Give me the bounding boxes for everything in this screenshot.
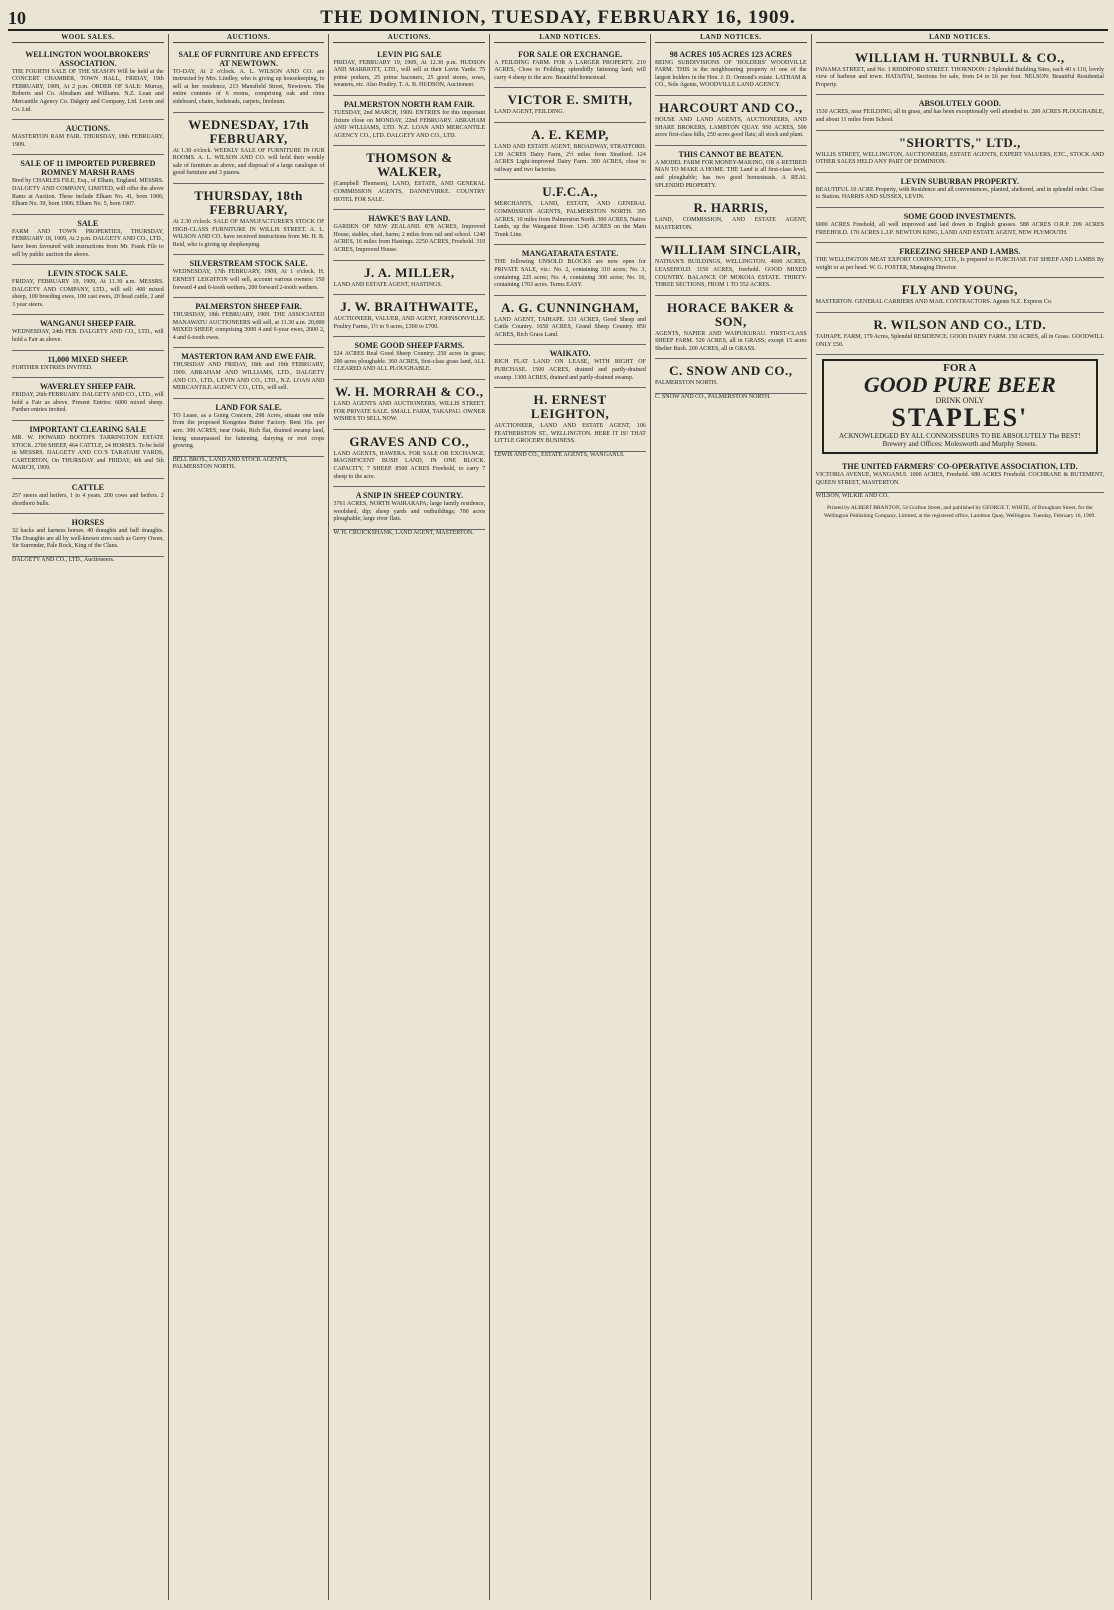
ad-body: AGENTS, NAPIER AND WAIPUKURAU. FIRST-CLASS SHEEP FARM. 520 ACRES, all in GRASS; except 15 acres Shelter Bush. 200 ACRES, all in GRASS.: [654, 330, 807, 352]
advertisement: [494, 123, 646, 180]
advertisement: [816, 243, 1104, 278]
ad-body: WEDNESDAY, 24th FEB. DALGETY AND CO., LTD., will hold a Fair as above.: [12, 329, 164, 344]
column-signature: C. SNOW AND CO., PALMERSTON NORTH.: [654, 394, 771, 401]
advertisement: [333, 295, 485, 337]
advertisement: [816, 458, 1104, 493]
advertisement: [816, 173, 1104, 208]
advertisement: [655, 96, 807, 146]
advertisement: [173, 113, 325, 184]
advertisement: [494, 296, 646, 346]
advertisement: [12, 479, 164, 514]
beer-ad-line: DRINK ONLY: [935, 395, 985, 405]
beer-ad-line: GOOD PURE BEER: [863, 371, 1056, 397]
ad-title: FREEZING SHEEP AND LAMBS.: [899, 247, 1021, 257]
column-signature: WILSON, WILKIE AND CO.: [815, 493, 889, 500]
ad-body: MASTERTON RAM FAIR. THURSDAY, 18th FEBRUARY, 1909.: [12, 134, 164, 148]
ad-title: GRAVES AND CO.,: [349, 433, 470, 449]
column-heading: WOOL SALES.: [12, 34, 164, 43]
ad-body: 32 hacks and harness horses. 40 draughts and half draughts. The Draughts are all by well-known sires such as Gerry Owen, Sir Surrender, Pale Rock, King of the Clans.: [12, 528, 164, 550]
advertisement: [816, 46, 1104, 96]
column-heading: AUCTIONS.: [173, 34, 325, 43]
ad-title: U.F.C.A.,: [542, 184, 598, 200]
advertisement: [173, 184, 325, 255]
imprint-footer: Printed by ALBERT BRANTON, 54 Grafton Street, and published by GEORGE T. WHITE, of Brougham Street, for the Wellington Publishing Company, Limited, at the registered office, Lambton Quay, Wellington. Tuesday, February 16, 1909.: [824, 505, 1096, 519]
column-3: [329, 34, 490, 1600]
ad-title: HARCOURT AND CO.,: [659, 99, 803, 115]
ad-body: NATHAN'S BUILDINGS, WELLINGTON. 4600 ACRES, LEASEHOLD. 1150 ACRES, freehold. GOOD MIXED COUNTRY. BALANCE OF MOKOIA ESTATE. THIRTY-THREE SECTIONS, FROM 1 TO 552 ACRES.: [654, 259, 807, 289]
ad-title: WANGANUI SHEEP FAIR.: [39, 319, 136, 329]
advertisement: [333, 146, 485, 210]
column-signature: BELL BROS., LAND AND STOCK AGENTS, PALMERSTON NORTH.: [172, 456, 288, 471]
advertisement: [655, 296, 807, 360]
column-1: [8, 34, 169, 1600]
ad-body: PALMERSTON NORTH.: [654, 380, 718, 387]
ad-body: WILLIS STREET, WELLINGTON, AUCTIONEERS, ESTATE AGENTS, EXPERT VALUERS, ETC., STOCK AND OTHER SALES HELD ANY PART OF DOMINION.: [815, 151, 1104, 166]
ad-title: 98 ACRES 105 ACRES 123 ACRES: [669, 49, 792, 59]
ad-title: SALE OF FURNITURE AND EFFECTS AT NEWTOWN.: [178, 49, 319, 68]
ad-body: RICH FLAT LAND ON LEASE, WITH RIGHT OF PURCHASE. 1500 ACRES, drained and partly-drained swamp. 1300 ACRES, drained and partly-drained swamp.: [494, 359, 646, 381]
advertisement: [494, 345, 646, 388]
advertisement: [494, 245, 646, 295]
ad-body: A MODEL FARM FOR MONEY-MAKING, OR A RETIRED MAN TO MAKE A HOME. THE Land is all first-class level, and ploughable; has two good homesteads. A REAL SPLENDID PROPERTY.: [654, 159, 807, 189]
ad-title: 11,000 MIXED SHEEP.: [47, 354, 129, 364]
ad-title: LAND FOR SALE.: [215, 402, 282, 412]
ad-title: WELLINGTON WOOLBROKERS' ASSOCIATION.: [25, 49, 151, 68]
ad-body: At 2.30 o'clock. SALE OF MANUFACTURER'S STOCK OF HIGH-CLASS FURNITURE IN WILLIS STREET. A. L. WILSON AND CO. have received instructions from Mr. H. R. Reid, who is giving up shopkeeping.: [172, 218, 325, 248]
ad-title: R. HARRIS,: [693, 200, 769, 216]
ad-title: J. A. MILLER,: [364, 264, 455, 280]
ad-title: PALMERSTON NORTH RAM FAIR.: [343, 99, 475, 109]
column-heading: AUCTIONS.: [333, 34, 485, 43]
ad-body: BEING SUBDIVISIONS OF 'HOLDERS' WOODVILLE FARM. THIS is the neighbouring property of one of the largest holders in the Hon. J. D. Ormond's estate. LATHAM & CO., Sole Agents, WOODVILLE LAND AGENCY.: [654, 59, 807, 89]
ad-body: TO-DAY, At 2 o'clock. A. L. WILSON AND CO. are instructed by Mrs. Lindley, who is giving up housekeeping, to sell at her residence, 213 Mansfield Street, Newtown. The entire contents of 6 rooms, comprising oak and rimu sideboard, chairs, bedsteads, carpets, linoleum.: [172, 68, 325, 105]
column-6: [812, 34, 1108, 1600]
advertisement: [333, 430, 485, 487]
advertisement: [655, 359, 807, 394]
ad-title: CATTLE: [71, 483, 105, 492]
advertisement: [12, 46, 164, 121]
ad-body: FRIDAY, 26th FEBRUARY. DALGETY AND CO., LTD., will hold a Fair as above. Present Entries: 6000 mixed sheep. Further entries invited.: [12, 392, 164, 414]
ad-title: HORSES: [71, 518, 105, 528]
advertisement: [333, 487, 485, 530]
advertisement: [12, 120, 164, 155]
ad-title: THE UNITED FARMERS' CO-OPERATIVE ASSOCIATION, LTD.: [842, 462, 1078, 472]
ad-title: MANGATARATA ESTATE.: [521, 249, 619, 259]
ad-body: A FEILDING FARM. FOR A LARGER PROPERTY. 210 ACRES, Close to Feilding; splendidly fattening land; will carry 4 sheep to the acre. Beautiful homestead.: [494, 59, 646, 81]
ad-title: "SHORTTS," LTD.,: [898, 134, 1021, 150]
ad-body: MERCHANTS, LAND, ESTATE, AND GENERAL COMMISSION AGENTS, PALMERSTON NORTH. 395 ACRES, 10 miles from Palmerston North. 300 ACRES, Native Lands, up the Wanganui River. 1245 ACRES on the Main Trunk Line.: [494, 201, 646, 238]
ad-body: 6000 ACRES Freehold, all well improved and laid down in English grasses. 588 ACRES O.R.P. 209 ACRES FREEHOLD. 170 ACRES L.I.P. NEWTON KING, LAND AND ESTATE AGENT, NEW PLYMOUTH.: [815, 221, 1104, 236]
ad-title: VICTOR E. SMITH,: [507, 92, 633, 108]
advertisement: [333, 46, 485, 96]
ad-body: FURTHER ENTRIES INVITED.: [12, 364, 93, 371]
ad-title: LEVIN SUBURBAN PROPERTY.: [900, 176, 1019, 186]
ad-body: LAND AGENT, FEILDING.: [494, 109, 565, 116]
ad-body: THE FOURTH SALE OF THE SEASON Will be held at the CONCERT CHAMBER, TOWN HALL, FRIDAY, 19th FEBRUARY, 1909, At 2 p.m. ORDER OF SALE: Murray, Roberts and Co. Abraham and Williams. N.Z. Loan and Mercantile Agency Co. Dalgety and Company, Ltd. Levin and Co. Ltd.: [12, 68, 164, 113]
ad-body: LAND AGENTS, HAWERA. FOR SALE OR EXCHANGE. MAGNIFICENT BUSH LAND, IN ONE BLOCK. CAPACITY, 7 SHEEP. 8500 ACRES Freehold, to carry 7 sheep to the acre.: [333, 450, 486, 480]
ad-title: THOMSON & WALKER,: [366, 150, 453, 180]
ad-title: SOME GOOD SHEEP FARMS.: [354, 341, 465, 351]
ad-body: FARM AND TOWN PROPERTIES, THURSDAY, FEBRUARY 18, 1909, At 2 p.m. DALGETY AND CO., LTD., have been favoured with instructions from Mr. Frank File to sell by public auction the above.: [12, 228, 164, 258]
ad-body: GARDEN OF NEW ZEALAND. 878 ACRES, Improved House, stables, shed, barns; 2 miles from rail and school. 1240 ACRES, 16 miles from Hastings. 2250 ACRES, Freehold. 310 ACRES, Improved House.: [333, 224, 486, 253]
ad-body: WEDNESDAY, 17th FEBRUARY, 1909, At 1 o'clock. H. ERNEST LEIGHTON will sell, account various owners: 150 forward 4 and 6-tooth wethers, 200 forward 2-tooth wethers.: [172, 269, 325, 291]
advertisement: [173, 399, 325, 457]
ad-title: FOR SALE OR EXCHANGE.: [518, 49, 623, 59]
ad-body: AUCTIONEER, LAND AND ESTATE AGENT, 106 FEATHERSTON ST., WELLINGTON. HERE IT IS! THAT LITTLE GROCERY BUSINESS.: [494, 423, 646, 445]
advertisement: [655, 238, 807, 295]
ad-body: 3761 ACRES, NORTH WAIRARAPA; large family residence, woolshed, dip; sheep yards and outbuildings; 700 acres ploughable; large river flats.: [333, 501, 486, 523]
ad-body: AUCTIONEER, VALUER, AND AGENT, JOHNSONVILLE. Poultry Farms, 1½ to 9 acres, £300 to £700.: [333, 316, 486, 330]
beer-ad-line: FOR A: [943, 362, 977, 375]
ad-body: THE WELLINGTON MEAT EXPORT COMPANY, LTD., Is prepared to PURCHASE FAT SHEEP AND LAMBS By weight or at per head. W. G. FOSTER, Managing Director.: [815, 257, 1104, 271]
ad-body: LAND AND ESTATE AGENT, BROADWAY, STRATFORD. 139 ACRES Dairy Farm, 2½ miles from Stratford. 124 ACRES Light-improved Dairy Farm. 300 ACRES, close to railway and two factories.: [494, 143, 646, 173]
advertisement: [12, 315, 164, 350]
ad-title: WILLIAM H. TURNBULL & CO.,: [855, 49, 1065, 65]
advertisement: [494, 180, 646, 245]
column-4: [490, 34, 651, 1600]
advertisement: [816, 95, 1104, 130]
ad-body: LAND AGENTS AND AUCTIONEERS, WILLIS STREET. FOR PRIVATE SALE. SMALL FARM, TAKAPAU. OWNER WISHES TO SELL NOW.: [333, 401, 486, 423]
advertisement: [816, 131, 1104, 173]
advertisement: [12, 378, 164, 421]
advertisement: [333, 337, 485, 380]
column-2: [169, 34, 330, 1600]
ad-title: W. H. MORRAH & CO.,: [335, 384, 484, 400]
ad-title: WILLIAM SINCLAIR,: [660, 242, 802, 258]
ad-body: MR. W. HOWARD BOOTH'S TARRINGTON ESTATE STOCK. 2700 SHEEP, 464 CATTLE, 24 HORSES. To be held in MESSRS. DALGETY AND CO.'S TARATAHI YARDS, CARTERTON, On THURSDAY and FRIDAY, 4th and 5th MARCH, 1909.: [12, 435, 164, 472]
ad-title: LEVIN PIG SALE: [377, 49, 442, 59]
advertisement: [494, 46, 646, 89]
advertisement: [655, 146, 807, 196]
ad-title: FLY AND YOUNG,: [901, 282, 1019, 298]
ad-title: IMPORTANT CLEARING SALE: [29, 425, 147, 435]
advertisement: [12, 215, 164, 265]
ad-body: Bred by CHARLES FILE, Esq., of Elham, England. MESSRS. DALGETY AND COMPANY, LIMITED, will offer the above Rams at Auction. These include Elham No. 41, born 1906; Elham No. 39, born 1906; Elham No. 5, born 1907.: [12, 178, 164, 208]
ad-title: HAWKE'S BAY LAND.: [368, 214, 451, 224]
advertisement: [12, 265, 164, 315]
ad-body: 1530 ACRES, near FEILDING; all in grass, and has been exceptionally well attended to. 200 ACRES PLOUGHABLE, and about 11 miles from School.: [815, 109, 1104, 123]
advertisement: [655, 196, 807, 238]
ad-body: VICTORIA AVENUE, WANGANUI. 1000 ACRES, Freehold. 680 ACRES Freehold. COCHRANE & BUTEMENT, QUEEN STREET, MASTERTON.: [815, 472, 1104, 486]
advertisement: [173, 46, 325, 113]
ad-title: PALMERSTON SHEEP FAIR.: [195, 302, 302, 312]
ad-body: TO Lease, as a Going Concern, 298 Acres, situate one mile from the proposed Kongotea Butter Factory. Rent 16s. per acre. 300 ACRES, near Otaki, Rich flat, drained swamp land, being unsurpassed for fattening, dairying or root crops growing.: [172, 412, 325, 450]
ad-body: FRIDAY, FEBRUARY 19, 1909, At 12.30 p.m. HUDSON AND MARRIOTT, LTD., will sell at their Levin Yards: 75 prime porkers, 25 prime baconers, 25 good stores, sows, weaners, etc. Also Poultry. T. A. B. HUDSON, Auctioneer.: [333, 59, 486, 89]
ad-body: THURSDAY, 18th FEBRUARY, 1909. THE ASSOCIATED MANAWATU AUCTIONEERS will sell, at 11.30 a.m. 20,000 MIXED SHEEP, comprising 3000 4 and 6-year ewes, 2000 2, 4 and 6-tooth ewes.: [172, 312, 325, 341]
column-signature: DALGETY AND CO., LTD., Auctioneers.: [12, 556, 115, 563]
advertisement: [173, 298, 325, 348]
ad-title: MASTERTON RAM AND EWE FAIR.: [181, 352, 316, 362]
ad-title: AUCTIONS.: [65, 124, 110, 134]
ad-body: LAND AGENT, TAIHAPE. 131 ACRES, Good Sheep and Cattle Country. 1650 ACRES, Grand Sheep Country. 850 ACRES, Rich Grass Land.: [494, 316, 646, 338]
advertisement: [12, 351, 164, 379]
ad-body: LAND AND ESTATE AGENT, HASTINGS.: [333, 281, 443, 288]
advertisement: [816, 208, 1104, 243]
advertisement: [173, 255, 325, 298]
column-signature: W. H. CRUICKSHANK, LAND AGENT, MASTERTON.: [333, 530, 474, 536]
advertisement: [12, 155, 164, 214]
ad-body: LAND, COMMISSION, AND ESTATE AGENT, MASTERTON.: [654, 217, 807, 231]
ad-body: THE following UNSOLD BLOCKS are now open for PRIVATE SALE, viz.: No. 2, containing 310 acres; No. 3, containing 225 acres; No. 4, containing 300 acres; No. 16, containing 1763 acres. Terms EASY.: [494, 259, 646, 289]
ad-body: HOUSE AND LAND AGENTS, AUCTIONEERS, AND SHARE BROKERS, LAMBTON QUAY. 950 ACRES, 500 acres first-class hills, 250 acres good flats; all stock and plant.: [654, 116, 807, 139]
ad-title: A. E. KEMP,: [531, 126, 609, 142]
advertisement: [655, 46, 807, 96]
ad-body: BEAUTIFUL 10 ACRE Property, with Residence and all conveniences, planted, sheltered, and in splendid order. Close to Station. HARRIS AND SUSSEX, LEVIN.: [815, 186, 1104, 201]
ad-body: (Campbell Thomson), LAND, ESTATE, AND GENERAL COMMISSION AGENTS, DANNEVIRKE. COUNTRY HOTEL FOR SALE.: [333, 181, 486, 203]
advertisement: [173, 348, 325, 398]
column-heading: LAND NOTICES.: [816, 34, 1104, 43]
columns-container: [8, 34, 1108, 1600]
column-heading: LAND NOTICES.: [494, 34, 646, 43]
ad-title: WAVERLEY SHEEP FAIR.: [40, 382, 136, 392]
ad-body: TUESDAY, 2nd MARCH, 1909. ENTRIES for this important fixture close on MONDAY, 22nd FEBRUARY. ABRAHAM AND WILLIAMS, LTD. N.Z. LOAN AND MERCANTILE AGENCY CO., LTD. DALGETY AND CO., LTD.: [333, 109, 486, 139]
ad-body: THURSDAY AND FRIDAY, 18th and 19th FEBRUARY, 1909. ABRAHAM AND WILLIAMS, LTD., DALGETY AND CO., LTD., LEVIN AND CO., LTD., N.Z. LOAN AND MERCANTILE AGENCY CO., LTD., will sell.: [172, 362, 325, 392]
ad-body: FRIDAY, FEBRUARY 19, 1909, At 11.30 a.m. MESSRS. DALGETY AND COMPANY, LTD., will sell: 400 mixed sheep, 100 breeding ewes, 100 cast ewes, 20 head cattle, 2 and 3 year steers.: [12, 279, 164, 308]
ad-title: THURSDAY, 18th FEBRUARY,: [194, 187, 303, 217]
advertisement: [816, 278, 1104, 313]
column-signature: LEWIS AND CO., ESTATE AGENTS, WANGANUI.: [494, 452, 625, 459]
advertisement: [333, 261, 485, 296]
ad-title: ABSOLUTELY GOOD.: [918, 99, 1001, 109]
ad-body: MASTERTON. GENERAL CARRIERS AND MAIL CONTRACTORS. Agents N.Z. Express Co.: [815, 299, 1053, 306]
masthead: [8, 3, 1108, 31]
newspaper-title: THE DOMINION, TUESDAY, FEBRUARY 16, 1909.: [320, 7, 796, 28]
beer-ad-line: STAPLES': [891, 403, 1029, 433]
ad-body: TAIHAPE. FARM, 179 Acres, Splendid RESIDENCE. GOOD DAIRY FARM. 150 ACRES, all in Grass. GOODWILL ONLY £50.: [815, 333, 1104, 348]
ad-title: H. ERNEST LEIGHTON,: [530, 392, 610, 422]
advertisement: [333, 380, 485, 430]
advertisement: [494, 88, 646, 123]
ad-title: WEDNESDAY, 17th FEBRUARY,: [188, 116, 309, 146]
ad-title: A. G. CUNNINGHAM,: [501, 299, 640, 315]
column-heading: LAND NOTICES.: [655, 34, 807, 43]
advertisement: [494, 388, 646, 452]
column-5: [651, 34, 812, 1600]
ad-body: 257 steers and heifers, 1 to 4 years. 200 cows and heifers. 2 shorthorn bulls.: [12, 493, 164, 507]
ad-title: THIS CANNOT BE BEATEN.: [678, 149, 784, 159]
ad-body: 524 ACRES Real Good Sheep Country; 250 acres in grass; 200 acres ploughable. 360 ACRES, first-class grass land, ALL CLEARED AND ALL PLOUGHABLE.: [333, 351, 486, 373]
ad-title: SALE OF 11 IMPORTED PUREBRED ROMNEY MARSH RAMS: [20, 159, 156, 178]
beer-ad-line: ACKNOWLEDGED BY ALL CONNOISSEURS TO BE ABSOLUTELY The BEST! Brewery and Offices: Molesworth and Murphy Streets.: [839, 432, 1081, 449]
advertisement: [12, 421, 164, 479]
advertisement: [333, 96, 485, 146]
advertisement: [333, 210, 485, 260]
ad-title: SOME GOOD INVESTMENTS.: [903, 211, 1016, 221]
advertisement: [816, 313, 1104, 355]
ad-body: At 1.30 o'clock. WEEKLY SALE OF FURNITURE IN OUR ROOMS. A. L. WILSON AND CO. will hold their weekly sale of furniture as above, and disposal of a large catalogue of good furniture and 3 pianos.: [172, 147, 325, 177]
ad-title: J. W. BRAITHWAITE,: [340, 299, 479, 315]
ad-title: HORACE BAKER & SON,: [666, 299, 795, 329]
page-number: 10: [8, 8, 26, 28]
beer-advertisement: [822, 359, 1098, 454]
ad-title: R. WILSON AND CO., LTD.: [873, 316, 1047, 332]
ad-title: SALE: [77, 218, 99, 228]
ad-title: SILVERSTREAM STOCK SALE.: [189, 259, 308, 269]
advertisement: [12, 514, 164, 557]
newspaper-page: [8, 3, 1108, 1603]
ad-title: LEVIN STOCK SALE.: [47, 269, 128, 279]
ad-title: WAIKATO.: [549, 349, 591, 359]
ad-body: PANAMA STREET, and No. 1 RIDDIFORD STREET. THORNDON: 2 Splendid Building Sites, each 40 x 110, lovely view of harbour and town. HATAITAI, Sections for sale, from £4 to £6 per foot. NELSON: Beautiful Residential Property.: [815, 66, 1104, 88]
ad-title: A SNIP IN SHEEP COUNTRY.: [355, 491, 463, 501]
ad-title: C. SNOW AND CO.,: [669, 363, 793, 379]
